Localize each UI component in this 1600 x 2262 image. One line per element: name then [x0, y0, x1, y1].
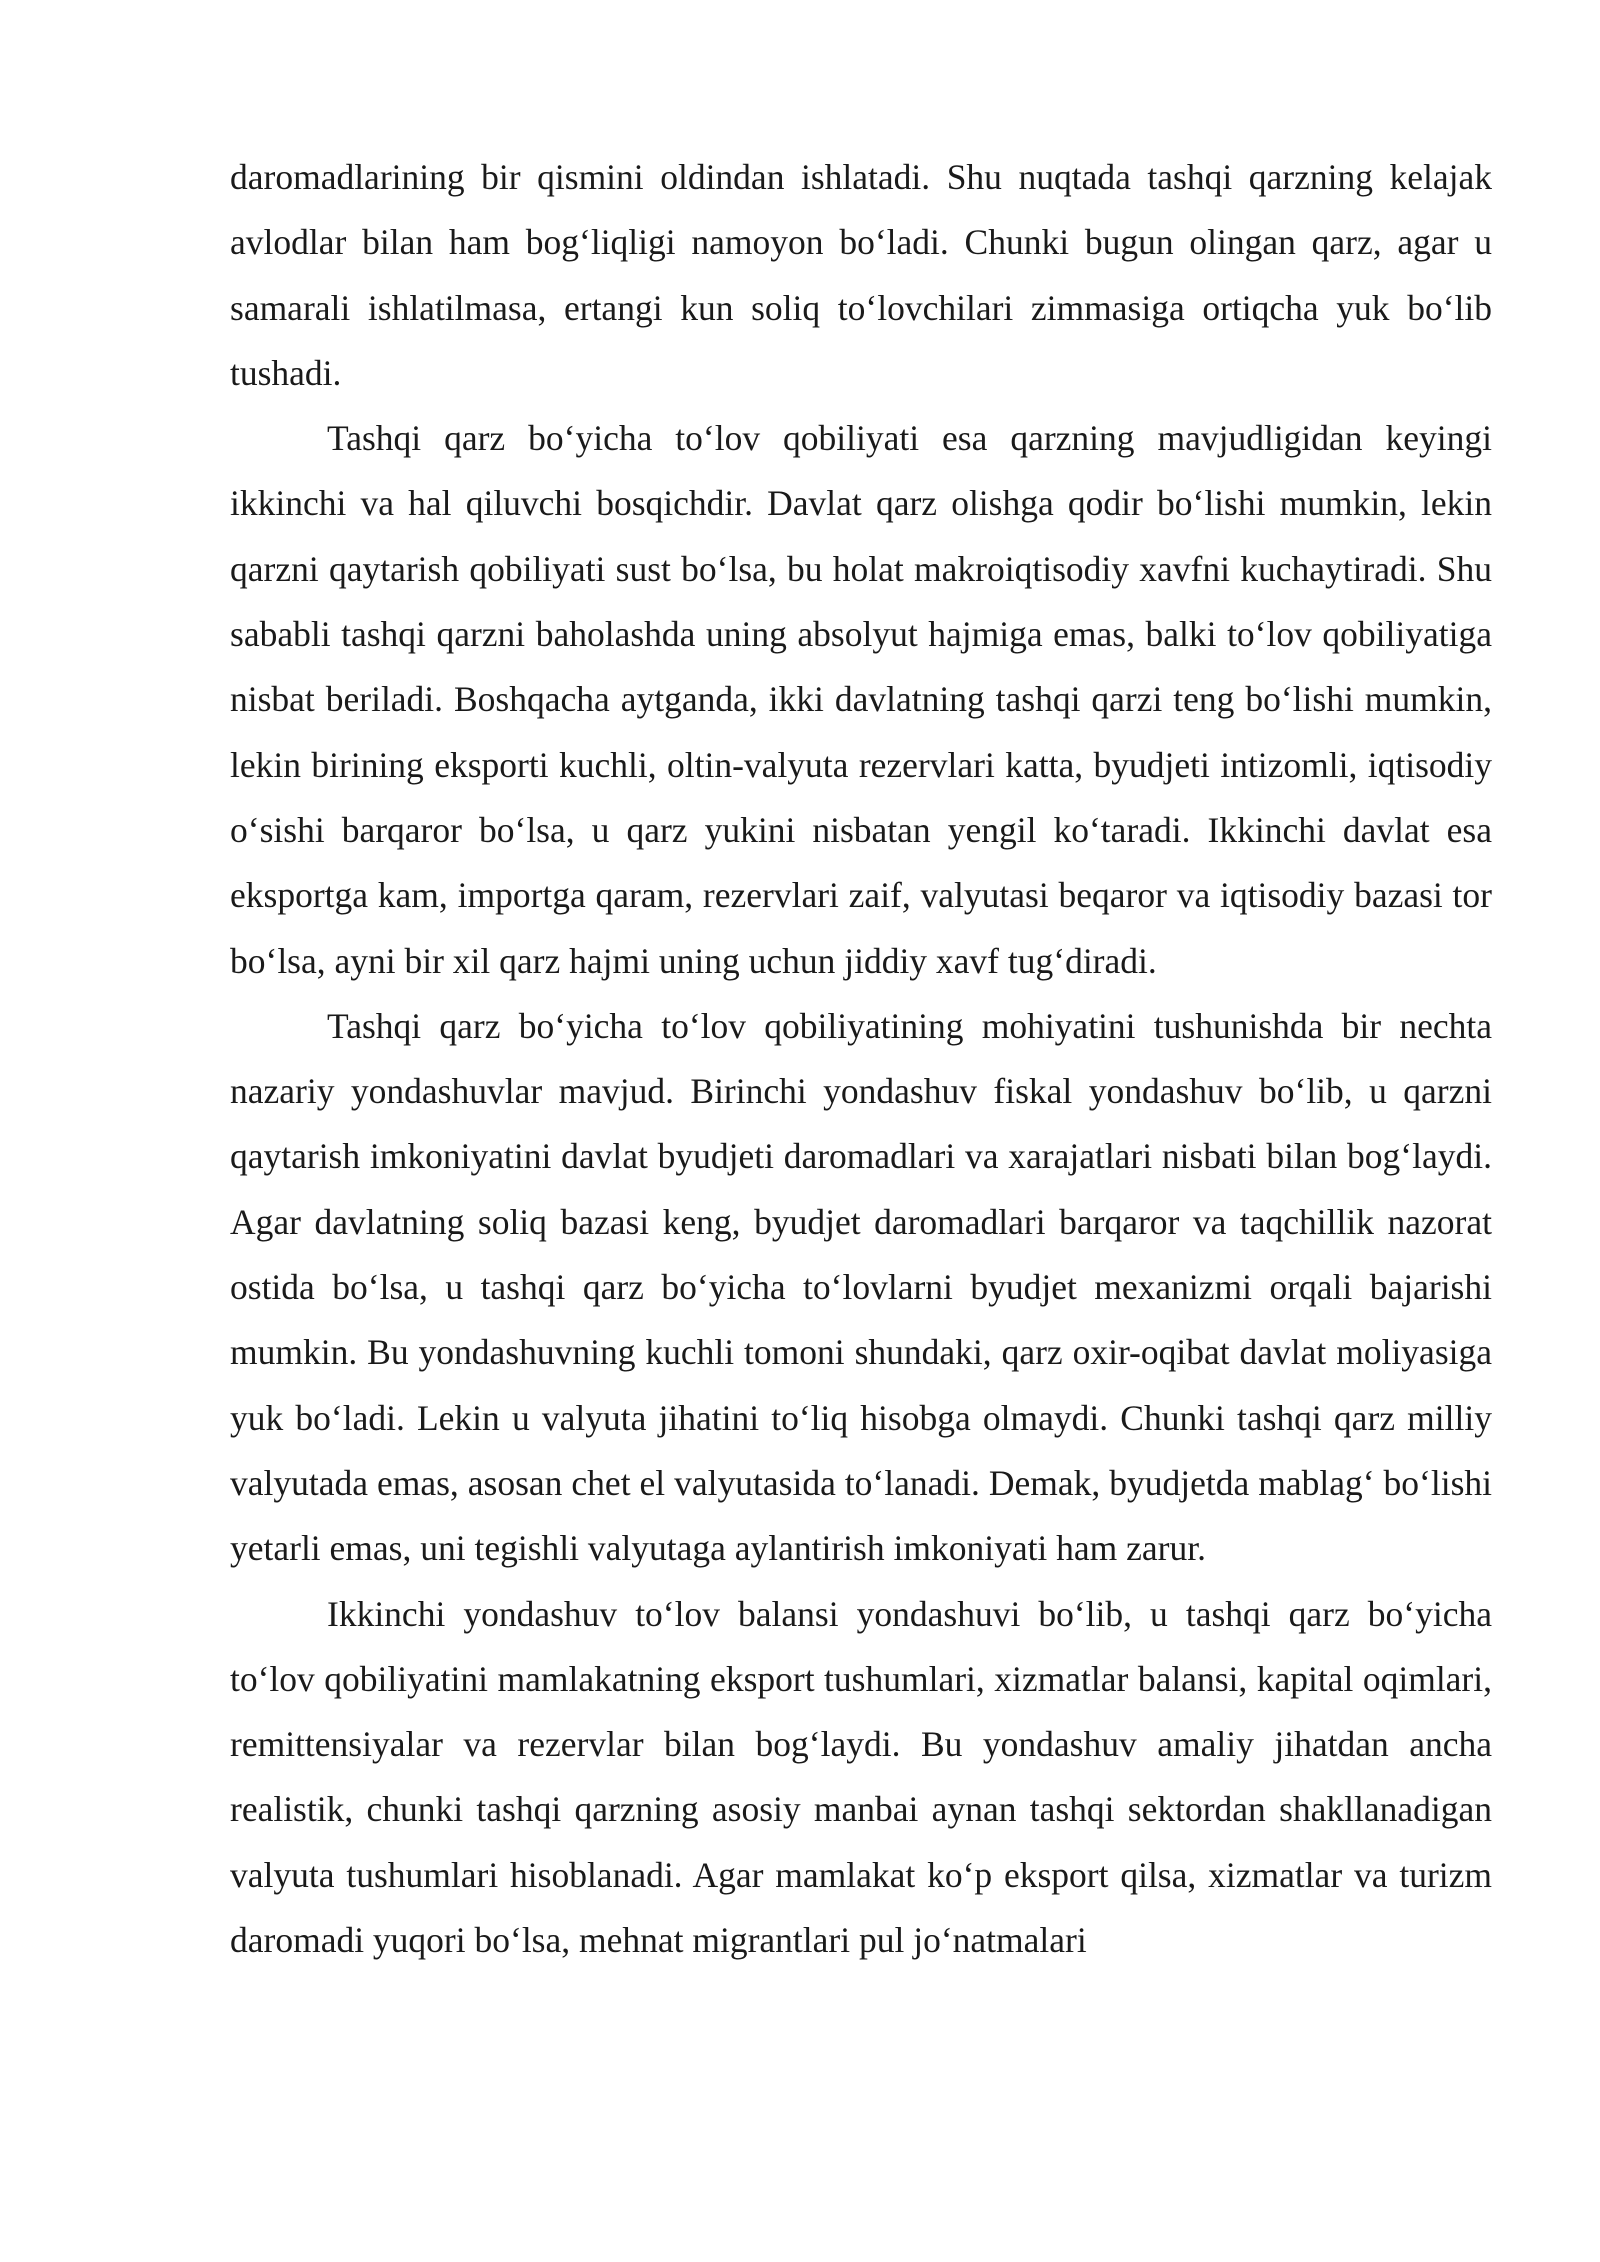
paragraph-2: Tashqi qarz bo‘yicha to‘lov qobiliyati esa qarzning mavjudligidan keyingi ikkinchi va hal qiluvchi bosqichdir. Davlat qarz olishga qodir bo‘lishi mumkin, lekin qarzni qaytarish qobiliyati sust bo‘lsa, bu holat makroiqtisodiy xavfni kuchaytiradi. Shu sababli tashqi qarzni baholashda uning absolyut hajmiga emas, balki to‘lov qobiliyatiga nisbat beriladi. Boshqacha aytganda, ikki davlatning tashqi qarzi teng bo‘lishi mumkin, lekin birining eksporti kuchli, oltin-valyuta rezervlari katta, byudjeti intizomli, iqtisodiy o‘sishi barqaror bo‘lsa, u qarz yukini nisbatan yengil ko‘taradi. Ikkinchi davlat esa eksportga kam, importga qaram, rezervlari zaif, valyutasi beqaror va iqtisodiy bazasi tor bo‘lsa, ayni bir xil qarz hajmi uning uchun jiddiy xavf tug‘diradi.: [230, 418, 1492, 981]
paragraph-3: Tashqi qarz bo‘yicha to‘lov qobiliyatining mohiyatini tushunishda bir nechta nazariy yondashuvlar mavjud. Birinchi yondashuv fiskal yondashuv bo‘lib, u qarzni qaytarish imkoniyatini davlat byudjeti daromadlari va xarajatlari nisbati bilan bog‘laydi. Agar davlatning soliq bazasi keng, byudjet daromadlari barqaror va taqchillik nazorat ostida bo‘lsa, u tashqi qarz bo‘yicha to‘lovlarni byudjet mexanizmi orqali bajarishi mumkin. Bu yondashuvning kuchli tomoni shundaki, qarz oxir-oqibat davlat moliyasiga yuk bo‘ladi. Lekin u valyuta jihatini to‘liq hisobga olmaydi. Chunki tashqi qarz milliy valyutada emas, asosan chet el valyutasida to‘lanadi. Demak, byudjetda mablag‘ bo‘lishi yetarli emas, uni tegishli valyutaga aylantirish imkoniyati ham zarur.: [230, 1005, 1492, 1569]
document-body: [230, 145, 1492, 1973]
paragraph-4: Ikkinchi yondashuv to‘lov balansi yondashuvi bo‘lib, u tashqi qarz bo‘yicha to‘lov qobiliyatini mamlakatning eksport tushumlari, xizmatlar balansi, kapital oqimlari, remittensiyalar va rezervlar bilan bog‘laydi. Bu yondashuv amaliy jihatdan ancha realistik, chunki tashqi qarzning asosiy manbai aynan tashqi sektordan shakllanadigan valyuta tushumlari hisoblanadi. Agar mamlakat ko‘p eksport qilsa, xizmatlar va turizm daromadi yuqori bo‘lsa, mehnat migrantlari pul jo‘natmalari: [230, 1593, 1492, 1961]
paragraph-1: daromadlarining bir qismini oldindan ishlatadi. Shu nuqtada tashqi qarzning kelajak avlodlar bilan ham bog‘liqligi namoyon bo‘ladi. Chunki bugun olingan qarz, agar u samarali ishlatilmasa, ertangi kun soliq to‘lovchilari zimmasiga ortiqcha yuk bo‘lib tushadi.: [230, 157, 1492, 393]
